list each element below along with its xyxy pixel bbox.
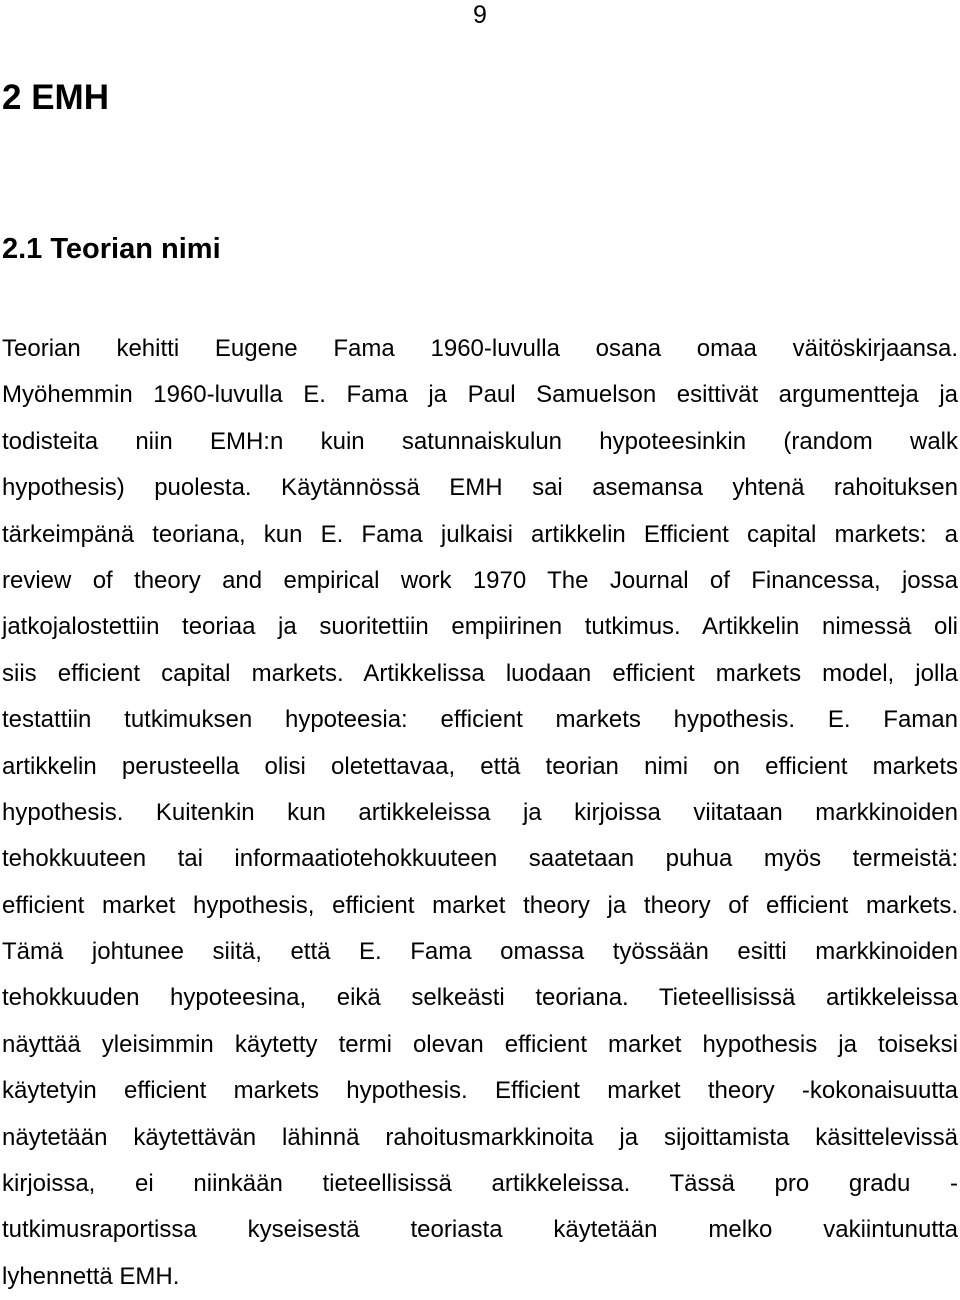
paragraph-line: efficient market hypothesis, efficient market theory ja theory of efficient markets. — [2, 891, 958, 919]
section-heading: 2.1 Teorian nimi — [2, 233, 221, 265]
paragraph-line: todisteita niin EMH:n kuin satunnaiskulun hypoteesinkin (random walk — [2, 427, 958, 455]
paragraph-line: siis efficient capital markets. Artikkelissa luodaan efficient markets model, jolla — [2, 659, 958, 687]
paragraph-line: tutkimusraportissa kyseisestä teoriasta käytetään melko vakiintunutta — [2, 1216, 958, 1244]
paragraph-line: lyhennettä EMH. — [2, 1262, 180, 1290]
paragraph-line: Myöhemmin 1960-luvulla E. Fama ja Paul Samuelson esittivät argumentteja ja — [2, 381, 958, 409]
body-paragraph — [2, 326, 958, 1300]
paragraph-line: Teorian kehitti Eugene Fama 1960-luvulla osana omaa väitöskirjaansa. — [2, 335, 958, 362]
chapter-heading: 2 EMH — [2, 78, 109, 117]
paragraph-line: käytetyin efficient markets hypothesis. Efficient market theory -kokonaisuutta — [2, 1077, 958, 1105]
paragraph-line: review of theory and empirical work 1970 The Journal of Financessa, jossa — [2, 566, 958, 594]
paragraph-line: hypothesis) puolesta. Käytännössä EMH sai asemansa yhtenä rahoituksen — [2, 474, 958, 502]
paragraph-line: näytetään käytettävän lähinnä rahoitusmarkkinoita ja sijoittamista käsittelevissä — [2, 1123, 958, 1151]
paragraph-line: testattiin tutkimuksen hypoteesia: efficient markets hypothesis. E. Faman — [2, 706, 958, 734]
paragraph-line: tärkeimpänä teoriana, kun E. Fama julkaisi artikkelin Efficient capital markets: a — [2, 520, 958, 548]
paragraph-line: kirjoissa, ei niinkään tieteellisissä artikkeleissa. Tässä pro gradu - — [2, 1170, 958, 1198]
paragraph-line: tehokkuuden hypoteesina, eikä selkeästi teoriana. Tieteellisissä artikkeleissa — [2, 984, 958, 1012]
paragraph-line: artikkelin perusteella olisi oletettavaa, että teorian nimi on efficient markets — [2, 752, 958, 780]
paragraph-line: hypothesis. Kuitenkin kun artikkeleissa ja kirjoissa viitataan markkinoiden — [2, 798, 958, 826]
paragraph-line: näyttää yleisimmin käytetty termi olevan efficient market hypothesis ja toiseksi — [2, 1030, 958, 1058]
paragraph-line: jatkojalostettiin teoriaa ja suoritettiin empiirinen tutkimus. Artikkelin nimessä oli — [2, 613, 958, 641]
paragraph-line: Tämä johtunee siitä, että E. Fama omassa työssään esitti markkinoiden — [2, 938, 958, 966]
paragraph-line: tehokkuuteen tai informaatiotehokkuuteen saatetaan puhua myös termeistä: — [2, 845, 958, 873]
page-number: 9 — [473, 1, 487, 29]
